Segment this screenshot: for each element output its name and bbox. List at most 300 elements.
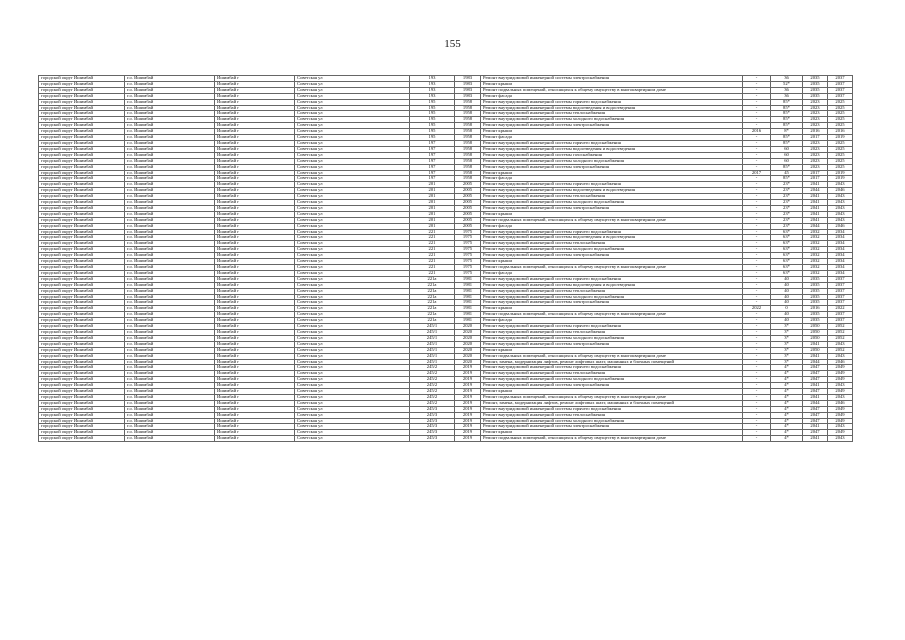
locality-cell: Ишимбай г (215, 223, 295, 229)
work-type-cell: Ремонт подвальных помещений, относящихся к общему имуществу в многоквартирном доме (481, 312, 743, 318)
last-repair-year-cell: - (743, 253, 771, 259)
work-type-cell: Ремонт фасада (481, 318, 743, 324)
house-number-cell: 221а (410, 276, 455, 282)
house-number-cell: 197 (410, 152, 455, 158)
street-cell: Советская ул (295, 123, 410, 129)
locality-cell: Ишимбай г (215, 371, 295, 377)
house-number-cell: 195 (410, 135, 455, 141)
municipality-cell: городской округ Ишимбай (39, 389, 125, 395)
street-cell: Советская ул (295, 306, 410, 312)
build-year-cell: 2005 (455, 194, 481, 200)
locality-cell: Ишимбай г (215, 312, 295, 318)
plan-start-cell: 2047 (803, 430, 828, 436)
plan-end-cell: 2025 (828, 99, 853, 105)
street-cell: Советская ул (295, 329, 410, 335)
settlement-cell: г.о. Ишимбай (125, 341, 215, 347)
municipality-cell: городской округ Ишимбай (39, 164, 125, 170)
street-cell: Советская ул (295, 359, 410, 365)
house-number-cell: 245/2 (410, 365, 455, 371)
municipality-cell: городской округ Ишимбай (39, 341, 125, 347)
build-year-cell: 1958 (455, 123, 481, 129)
house-number-cell: 193 (410, 93, 455, 99)
street-cell: Советская ул (295, 87, 410, 93)
wear-percent-cell: 3* (771, 324, 803, 330)
street-cell: Советская ул (295, 140, 410, 146)
last-repair-year-cell: - (743, 211, 771, 217)
plan-end-cell: 2034 (828, 229, 853, 235)
plan-end-cell: 2034 (828, 247, 853, 253)
plan-start-cell: 2041 (803, 341, 828, 347)
last-repair-year-cell: - (743, 353, 771, 359)
wear-percent-cell: 63* (771, 247, 803, 253)
last-repair-year-cell: - (743, 158, 771, 164)
wear-percent-cell: 85* (771, 135, 803, 141)
wear-percent-cell: 40 (771, 288, 803, 294)
street-cell: Советская ул (295, 341, 410, 347)
locality-cell: Ишимбай г (215, 241, 295, 247)
house-number-cell: 197 (410, 158, 455, 164)
last-repair-year-cell: - (743, 400, 771, 406)
locality-cell: Ишимбай г (215, 105, 295, 111)
build-year-cell: 1958 (455, 140, 481, 146)
municipality-cell: городской округ Ишимбай (39, 129, 125, 135)
plan-start-cell: 2035 (803, 318, 828, 324)
plan-end-cell: 2043 (828, 200, 853, 206)
work-type-cell: Ремонт крыши (481, 389, 743, 395)
build-year-cell: 1975 (455, 253, 481, 259)
build-year-cell: 1958 (455, 111, 481, 117)
work-type-cell: Ремонт фасада (481, 223, 743, 229)
plan-end-cell: 2043 (828, 182, 853, 188)
wear-percent-cell: 23* (771, 188, 803, 194)
settlement-cell: г.о. Ишимбай (125, 371, 215, 377)
plan-end-cell: 2025 (828, 146, 853, 152)
house-number-cell: 221 (410, 270, 455, 276)
plan-end-cell: 2034 (828, 270, 853, 276)
settlement-cell: г.о. Ишимбай (125, 259, 215, 265)
settlement-cell: г.о. Ишимбай (125, 247, 215, 253)
wear-percent-cell: 63* (771, 270, 803, 276)
work-type-cell: Ремонт крыши (481, 211, 743, 217)
locality-cell: Ишимбай г (215, 247, 295, 253)
work-type-cell: Ремонт внутридомовой инженерной системы горячего водоснабжения (481, 140, 743, 146)
table-body (39, 76, 853, 442)
plan-start-cell: 2041 (803, 217, 828, 223)
plan-end-cell: 2043 (828, 194, 853, 200)
last-repair-year-cell: - (743, 394, 771, 400)
wear-percent-cell: 4* (771, 389, 803, 395)
street-cell: Советская ул (295, 129, 410, 135)
plan-start-cell: 2035 (803, 300, 828, 306)
locality-cell: Ишимбай г (215, 93, 295, 99)
locality-cell: Ишимбай г (215, 111, 295, 117)
wear-percent-cell: 4* (771, 406, 803, 412)
build-year-cell: 2019 (455, 383, 481, 389)
build-year-cell: 2020 (455, 341, 481, 347)
last-repair-year-cell: - (743, 270, 771, 276)
municipality-cell: городской округ Ишимбай (39, 300, 125, 306)
house-number-cell: 245/2 (410, 371, 455, 377)
settlement-cell: г.о. Ишимбай (125, 353, 215, 359)
last-repair-year-cell: - (743, 288, 771, 294)
plan-start-cell: 2017 (803, 170, 828, 176)
last-repair-year-cell: - (743, 99, 771, 105)
plan-start-cell: 2016 (803, 306, 828, 312)
plan-end-cell: 2043 (828, 394, 853, 400)
street-cell: Советская ул (295, 135, 410, 141)
municipality-cell: городской округ Ишимбай (39, 81, 125, 87)
plan-start-cell: 2032 (803, 229, 828, 235)
settlement-cell: г.о. Ишимбай (125, 93, 215, 99)
build-year-cell: 1958 (455, 117, 481, 123)
work-type-cell: Ремонт внутридомовой инженерной системы горячего водоснабжения (481, 99, 743, 105)
house-number-cell: 221а (410, 294, 455, 300)
municipality-cell: городской округ Ишимбай (39, 265, 125, 271)
plan-start-cell: 2050 (803, 335, 828, 341)
last-repair-year-cell: - (743, 123, 771, 129)
work-type-cell: Ремонт внутридомовой инженерной системы холодного водоснабжения (481, 200, 743, 206)
locality-cell: Ишимбай г (215, 182, 295, 188)
build-year-cell: 2019 (455, 430, 481, 436)
wear-percent-cell: 3* (771, 329, 803, 335)
settlement-cell: г.о. Ишимбай (125, 211, 215, 217)
street-cell: Советская ул (295, 430, 410, 436)
wear-percent-cell: 23* (771, 205, 803, 211)
plan-end-cell: 2025 (828, 123, 853, 129)
house-number-cell: 245/1 (410, 353, 455, 359)
wear-percent-cell: 63* (771, 229, 803, 235)
wear-percent-cell: 85* (771, 105, 803, 111)
plan-end-cell: 2049 (828, 430, 853, 436)
work-type-cell: Ремонт крыши (481, 259, 743, 265)
street-cell: Советская ул (295, 76, 410, 82)
work-type-cell: Ремонт подвальных помещений, относящихся к общему имуществу в многоквартирном доме (481, 353, 743, 359)
municipality-cell: городской округ Ишимбай (39, 76, 125, 82)
build-year-cell: 2020 (455, 353, 481, 359)
work-type-cell: Ремонт подвальных помещений, относящихся к общему имуществу в многоквартирном доме (481, 394, 743, 400)
street-cell: Советская ул (295, 282, 410, 288)
settlement-cell: г.о. Ишимбай (125, 365, 215, 371)
settlement-cell: г.о. Ишимбай (125, 400, 215, 406)
build-year-cell: 2005 (455, 217, 481, 223)
house-number-cell: 221 (410, 241, 455, 247)
work-type-cell: Ремонт внутридомовой инженерной системы холодного водоснабжения (481, 294, 743, 300)
municipality-cell: городской округ Ишимбай (39, 377, 125, 383)
work-type-cell: Ремонт крыши (481, 306, 743, 312)
settlement-cell: г.о. Ишимбай (125, 389, 215, 395)
house-number-cell: 201 (410, 217, 455, 223)
municipality-cell: городской округ Ишимбай (39, 324, 125, 330)
build-year-cell: 2005 (455, 200, 481, 206)
locality-cell: Ишимбай г (215, 412, 295, 418)
municipality-cell: городской округ Ишимбай (39, 170, 125, 176)
last-repair-year-cell: - (743, 341, 771, 347)
wear-percent-cell: 85* (771, 111, 803, 117)
build-year-cell: 1981 (455, 300, 481, 306)
plan-start-cell: 2035 (803, 282, 828, 288)
last-repair-year-cell: - (743, 205, 771, 211)
wear-percent-cell: 63* (771, 235, 803, 241)
wear-percent-cell: 60 (771, 158, 803, 164)
last-repair-year-cell: - (743, 223, 771, 229)
street-cell: Советская ул (295, 205, 410, 211)
house-number-cell: 201 (410, 205, 455, 211)
settlement-cell: г.о. Ишимбай (125, 318, 215, 324)
build-year-cell: 1983 (455, 81, 481, 87)
street-cell: Советская ул (295, 229, 410, 235)
wear-percent-cell: 85* (771, 140, 803, 146)
street-cell: Советская ул (295, 111, 410, 117)
wear-percent-cell: 85* (771, 164, 803, 170)
settlement-cell: г.о. Ишимбай (125, 117, 215, 123)
plan-end-cell: 2025 (828, 111, 853, 117)
settlement-cell: г.о. Ишимбай (125, 235, 215, 241)
municipality-cell: городской округ Ишимбай (39, 353, 125, 359)
wear-percent-cell: 85* (771, 123, 803, 129)
street-cell: Советская ул (295, 312, 410, 318)
municipality-cell: городской округ Ишимбай (39, 223, 125, 229)
street-cell: Советская ул (295, 400, 410, 406)
municipality-cell: городской округ Ишимбай (39, 436, 125, 442)
house-number-cell: 245/2 (410, 383, 455, 389)
plan-start-cell: 2023 (803, 152, 828, 158)
house-number-cell: 245/3 (410, 430, 455, 436)
plan-start-cell: 2047 (803, 371, 828, 377)
settlement-cell: г.о. Ишимбай (125, 347, 215, 353)
wear-percent-cell: 23* (771, 223, 803, 229)
house-number-cell: 245/3 (410, 406, 455, 412)
work-type-cell: Ремонт внутридомовой инженерной системы холодного водоснабжения (481, 335, 743, 341)
house-number-cell: 195 (410, 129, 455, 135)
locality-cell: Ишимбай г (215, 129, 295, 135)
settlement-cell: г.о. Ишимбай (125, 217, 215, 223)
work-type-cell: Ремонт внутридомовой инженерной системы горячего водоснабжения (481, 229, 743, 235)
house-number-cell: 221 (410, 253, 455, 259)
plan-end-cell: 2043 (828, 353, 853, 359)
last-repair-year-cell: - (743, 436, 771, 442)
locality-cell: Ишимбай г (215, 217, 295, 223)
plan-start-cell: 2041 (803, 200, 828, 206)
build-year-cell: 2019 (455, 365, 481, 371)
house-number-cell: 221а (410, 282, 455, 288)
house-number-cell: 201 (410, 188, 455, 194)
plan-start-cell: 2023 (803, 164, 828, 170)
wear-percent-cell: 60 (771, 146, 803, 152)
settlement-cell: г.о. Ишимбай (125, 241, 215, 247)
last-repair-year-cell: - (743, 135, 771, 141)
plan-end-cell: 2049 (828, 418, 853, 424)
plan-end-cell: 2037 (828, 318, 853, 324)
wear-percent-cell: 52* (771, 81, 803, 87)
locality-cell: Ишимбай г (215, 140, 295, 146)
work-type-cell: Ремонт внутридомовой инженерной системы горячего водоснабжения (481, 324, 743, 330)
last-repair-year-cell: - (743, 176, 771, 182)
work-type-cell: Ремонт, замена, модернизация лифтов, ремонт лифтовых шахт, машинных и блочных помещений (481, 400, 743, 406)
repair-schedule-table (38, 75, 853, 442)
work-type-cell: Ремонт крыши (481, 81, 743, 87)
plan-end-cell: 2037 (828, 81, 853, 87)
settlement-cell: г.о. Ишимбай (125, 253, 215, 259)
table-row (39, 436, 853, 442)
work-type-cell: Ремонт фасада (481, 93, 743, 99)
municipality-cell: городской округ Ишимбай (39, 394, 125, 400)
house-number-cell: 201 (410, 223, 455, 229)
wear-percent-cell: 4* (771, 371, 803, 377)
last-repair-year-cell: - (743, 152, 771, 158)
last-repair-year-cell: - (743, 229, 771, 235)
plan-end-cell: 2037 (828, 282, 853, 288)
house-number-cell: 245/2 (410, 394, 455, 400)
locality-cell: Ишимбай г (215, 288, 295, 294)
page-number: 155 (444, 38, 461, 50)
work-type-cell: Ремонт внутридомовой инженерной системы электроснабжения (481, 123, 743, 129)
plan-start-cell: 2041 (803, 383, 828, 389)
house-number-cell: 221а (410, 318, 455, 324)
locality-cell: Ишимбай г (215, 265, 295, 271)
last-repair-year-cell: - (743, 164, 771, 170)
locality-cell: Ишимбай г (215, 341, 295, 347)
plan-end-cell: 2046 (828, 188, 853, 194)
last-repair-year-cell: - (743, 335, 771, 341)
municipality-cell: городской округ Ишимбай (39, 276, 125, 282)
municipality-cell: городской округ Ишимбай (39, 418, 125, 424)
municipality-cell: городской округ Ишимбай (39, 117, 125, 123)
plan-start-cell: 2035 (803, 276, 828, 282)
house-number-cell: 193 (410, 87, 455, 93)
work-type-cell: Ремонт внутридомовой инженерной системы холодного водоснабжения (481, 247, 743, 253)
settlement-cell: г.о. Ишимбай (125, 135, 215, 141)
wear-percent-cell: 63* (771, 253, 803, 259)
wear-percent-cell: 23* (771, 217, 803, 223)
build-year-cell: 1981 (455, 306, 481, 312)
settlement-cell: г.о. Ишимбай (125, 418, 215, 424)
locality-cell: Ишимбай г (215, 229, 295, 235)
build-year-cell: 1958 (455, 135, 481, 141)
last-repair-year-cell: - (743, 194, 771, 200)
build-year-cell: 2005 (455, 223, 481, 229)
street-cell: Советская ул (295, 117, 410, 123)
municipality-cell: городской округ Ишимбай (39, 347, 125, 353)
last-repair-year-cell: 2016 (743, 129, 771, 135)
locality-cell: Ишимбай г (215, 170, 295, 176)
municipality-cell: городской округ Ишимбай (39, 211, 125, 217)
last-repair-year-cell: - (743, 93, 771, 99)
locality-cell: Ишимбай г (215, 400, 295, 406)
work-type-cell: Ремонт, замена, модернизация лифтов, ремонт лифтовых шахт, машинных и блочных помещений (481, 359, 743, 365)
last-repair-year-cell: - (743, 294, 771, 300)
build-year-cell: 1975 (455, 259, 481, 265)
wear-percent-cell: 4* (771, 365, 803, 371)
house-number-cell: 245/1 (410, 324, 455, 330)
last-repair-year-cell: - (743, 282, 771, 288)
build-year-cell: 1958 (455, 176, 481, 182)
locality-cell: Ишимбай г (215, 324, 295, 330)
build-year-cell: 1975 (455, 270, 481, 276)
last-repair-year-cell: - (743, 377, 771, 383)
plan-end-cell: 2043 (828, 217, 853, 223)
street-cell: Советская ул (295, 377, 410, 383)
wear-percent-cell: 63* (771, 265, 803, 271)
settlement-cell: г.о. Ишимбай (125, 312, 215, 318)
work-type-cell: Ремонт подвальных помещений, относящихся к общему имуществу в многоквартирном доме (481, 265, 743, 271)
locality-cell: Ишимбай г (215, 211, 295, 217)
work-type-cell: Ремонт внутридомовой инженерной системы холодного водоснабжения (481, 117, 743, 123)
wear-percent-cell: 60 (771, 152, 803, 158)
work-type-cell: Ремонт внутридомовой инженерной системы водоотведения и водоотведения (481, 188, 743, 194)
house-number-cell: 221а (410, 300, 455, 306)
last-repair-year-cell: - (743, 371, 771, 377)
plan-end-cell: 2034 (828, 265, 853, 271)
house-number-cell: 245/1 (410, 347, 455, 353)
house-number-cell: 245/2 (410, 400, 455, 406)
work-type-cell: Ремонт внутридомовой инженерной системы электроснабжения (481, 76, 743, 82)
work-type-cell: Ремонт крыши (481, 129, 743, 135)
last-repair-year-cell: - (743, 318, 771, 324)
build-year-cell: 2020 (455, 335, 481, 341)
build-year-cell: 1958 (455, 105, 481, 111)
settlement-cell: г.о. Ишимбай (125, 335, 215, 341)
settlement-cell: г.о. Ишимбай (125, 288, 215, 294)
plan-start-cell: 2050 (803, 347, 828, 353)
house-number-cell: 197 (410, 146, 455, 152)
street-cell: Советская ул (295, 93, 410, 99)
plan-end-cell: 2037 (828, 87, 853, 93)
wear-percent-cell: 63* (771, 241, 803, 247)
plan-start-cell: 2050 (803, 329, 828, 335)
last-repair-year-cell: - (743, 418, 771, 424)
municipality-cell: городской округ Ишимбай (39, 152, 125, 158)
wear-percent-cell: 85* (771, 176, 803, 182)
house-number-cell: 221 (410, 265, 455, 271)
plan-end-cell: 2019 (828, 135, 853, 141)
locality-cell: Ишимбай г (215, 365, 295, 371)
street-cell: Советская ул (295, 276, 410, 282)
work-type-cell: Ремонт внутридомовой инженерной системы теплоснабжения (481, 412, 743, 418)
plan-end-cell: 2034 (828, 235, 853, 241)
build-year-cell: 2019 (455, 418, 481, 424)
municipality-cell: городской округ Ишимбай (39, 412, 125, 418)
build-year-cell: 1981 (455, 318, 481, 324)
street-cell: Советская ул (295, 365, 410, 371)
locality-cell: Ишимбай г (215, 424, 295, 430)
plan-end-cell: 2049 (828, 377, 853, 383)
build-year-cell: 2019 (455, 371, 481, 377)
last-repair-year-cell: - (743, 359, 771, 365)
municipality-cell: городской округ Ишимбай (39, 247, 125, 253)
build-year-cell: 1958 (455, 99, 481, 105)
build-year-cell: 1975 (455, 235, 481, 241)
municipality-cell: городской округ Ишимбай (39, 99, 125, 105)
street-cell: Советская ул (295, 170, 410, 176)
wear-percent-cell: 23* (771, 200, 803, 206)
wear-percent-cell: 40 (771, 294, 803, 300)
settlement-cell: г.о. Ишимбай (125, 105, 215, 111)
build-year-cell: 1983 (455, 76, 481, 82)
street-cell: Советская ул (295, 418, 410, 424)
house-number-cell: 245/2 (410, 377, 455, 383)
settlement-cell: г.о. Ишимбай (125, 300, 215, 306)
settlement-cell: г.о. Ишимбай (125, 164, 215, 170)
wear-percent-cell: 45 (771, 170, 803, 176)
street-cell: Советская ул (295, 406, 410, 412)
municipality-cell: городской округ Ишимбай (39, 318, 125, 324)
plan-end-cell: 2043 (828, 211, 853, 217)
locality-cell: Ишимбай г (215, 436, 295, 442)
locality-cell: Ишимбай г (215, 176, 295, 182)
locality-cell: Ишимбай г (215, 164, 295, 170)
work-type-cell: Ремонт внутридомовой инженерной системы электроснабжения (481, 424, 743, 430)
plan-start-cell: 2032 (803, 265, 828, 271)
